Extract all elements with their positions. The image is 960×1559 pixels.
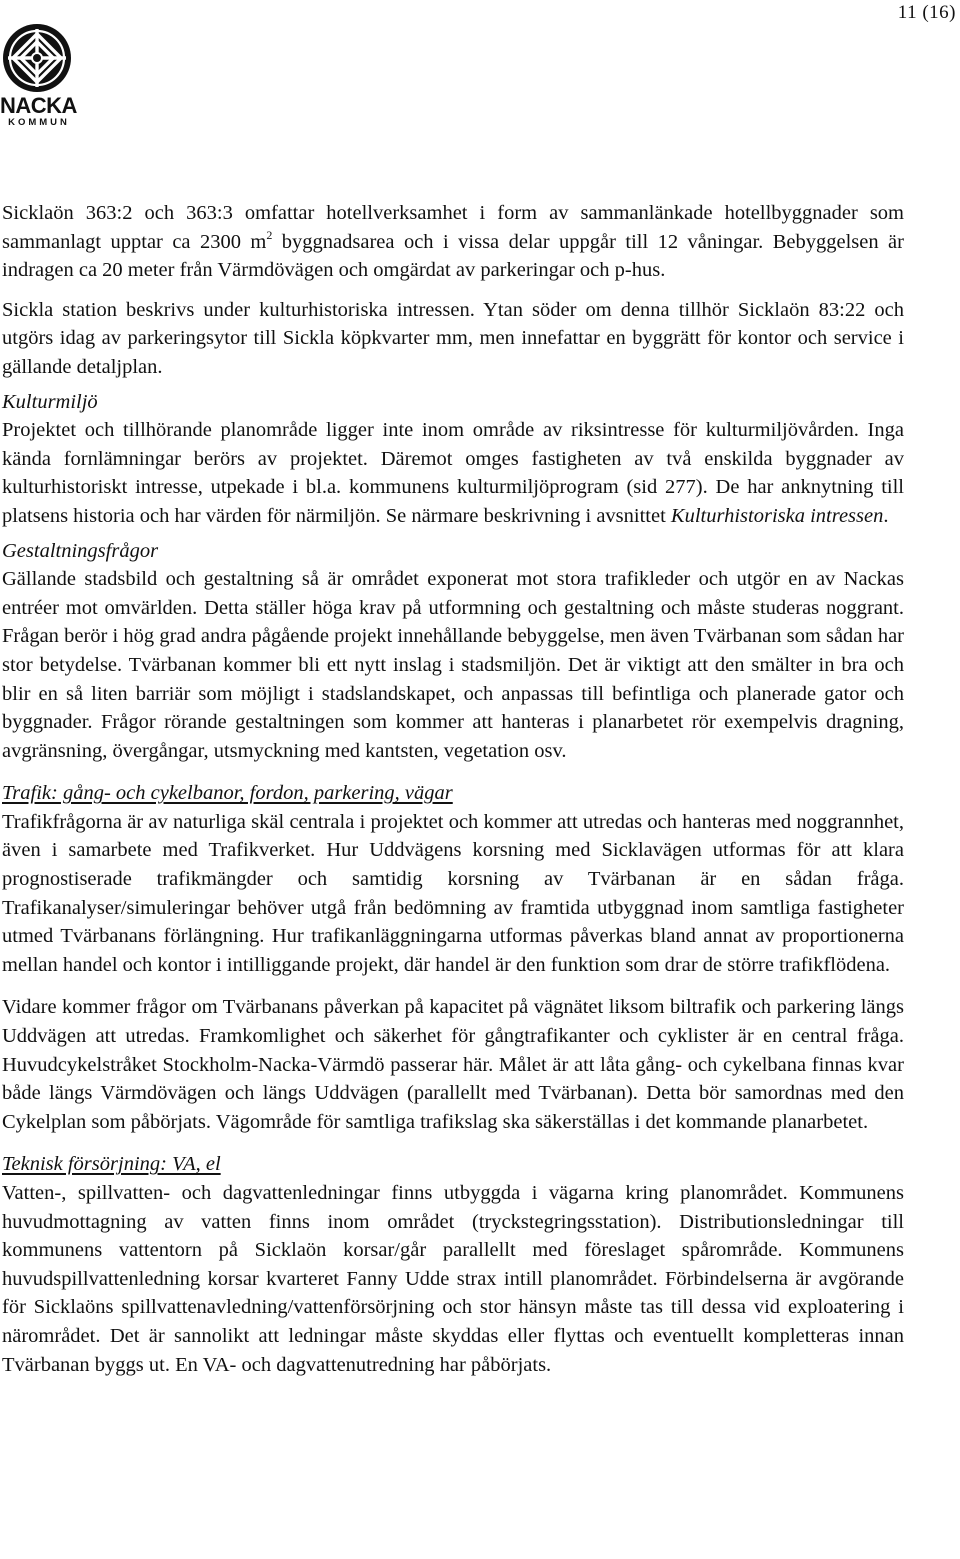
page-number: 11 (16) xyxy=(897,2,956,23)
logo-subtitle: KOMMUN xyxy=(8,117,70,128)
teknisk-paragraph: Vatten-, spillvatten- och dagvattenledningar finns utbyggda i vägarna kring planområdet. Kommunens huvudmottagning av vatten finns inom området (tryckstegringsstation). Distributionsledningar till kommunens vattentorn på Sicklaön korsar/går parallellt med föreslaget spårområde. Kommunens huvudspillvattenledning korsar kvarteret Fanny Udde strax intill planområdet. Förbindelserna är avgörande för Sicklaöns spillvattenavledning/vattenförsörjning och stor hänsyn måste tas till dessa vid exploatering i närområdet. Det är sannolikt att ledningar måste skyddas eller flyttas och eventuellt kompletteras innan Tvärbanan byggs ut. En VA- och dagvattenutredning har påbörjats. xyxy=(2,1182,904,1376)
intro-paragraph-1: Sicklaön 363:2 och 363:3 omfattar hotellverksamhet i form av sammanlänkade hotellbyggnader som sammanlagt upptar ca 2300 $m^2$ byggnadsarea och i vissa delar uppgår till 12 våningar. Bebyggelsen är indragen ca 20 meter från Värmdövägen och omgärdat av parkeringar och p-hus. xyxy=(2,202,904,282)
logo-wordmark: NACKA xyxy=(0,93,77,118)
intro-paragraph-2: Sickla station beskrivs under kulturhistoriska intressen. Ytan söder om denna tillhör Sicklaön 83:22 och utgörs idag av parkeringsytor till Sickla köpkvarter mm, men innefattar en byggrätt för kontor och service i gällande detaljplan. xyxy=(2,298,904,378)
gestaltning-paragraph: Gällande stadsbild och gestaltning så är området exponerat mot stora trafikleder och utgör en av Nackas entréer mot omvärlden. Detta ställer höga krav på utformning och gestaltning och måste studeras noggrant. Frågan berör i hög grad andra pågående projekt innehållande bebyggelse, men även Tvärbanan som sådan har stor betydelse. Tvärbanan kommer bli ett nytt inslag i stadsmiljön. Det är viktigt att den smälter in bra och blir en så liten barriär som möjligt i stadslandskapet, och anpassas till befintliga och planerade gator och byggnader. Frågor rörande gestaltningen som kommer att hanteras i planarbetet rör exempelvis dragning, avgränsning, övergångar, utsmyckning med kantsten, vegetation osv. xyxy=(2,568,904,762)
heading-gestaltningsfragor: Gestaltningsfrågor xyxy=(2,539,159,562)
document-body xyxy=(2,199,904,1379)
nacka-emblem-icon xyxy=(0,22,80,94)
heading-kulturmiljo: Kulturmiljö xyxy=(2,390,98,413)
kulturmiljo-paragraph: Projektet och tillhörande planområde ligger inte inom område av riksintresse för kulturmiljövården. Inga kända fornlämningar berörs av projektet. Däremot omges fastigheten av två enskilda byggnader av kulturhistoriskt intresse, utpekade i bl.a. kommunens kulturmiljöprogram (sid 277). De har anknytning till platsens historia och har värden för närmiljön. Se närmare beskrivning i avsnittet Kulturhistoriska intressen. xyxy=(2,419,904,527)
trafik-paragraph-2: Vidare kommer frågor om Tvärbanans påverkan på kapacitet på vägnätet liksom biltrafik och parkering längs Uddvägen att utredas. Framkomlighet och säkerhet för gångtrafikanter och cyklister är en central fråga. Huvudcykelstråket Stockholm-Nacka-Värmdö passerar här. Målet är att låta gång- och cykelbana finnas kvar både längs Värmdövägen och längs Uddvägen (parallellt med Tvärbanan). Detta bör samordnas med den Cykelplan som påbörjats. Vägområde för samtliga trafikslag ska säkerställas i det kommande planarbetet. xyxy=(2,996,904,1133)
heading-trafik: Trafik: gång- och cykelbanor, fordon, parkering, vägar xyxy=(2,782,453,805)
trafik-paragraph-1: Trafikfrågorna är av naturliga skäl centrala i projektet och kommer att utredas och hanteras med noggrannhet, även i samarbete med Trafikverket. Hur Uddvägens korsning med Sicklavägen utformas för att klara prognostiserade trafikmängder och samtidig korsning av Tvärbanan är en sådan fråga. Trafikanalyser/simuleringar behöver utgå från bedömning av framtida utbyggnad inom samtliga fastigheter utmed Tvärbanans förlängning. Hur trafikanläggningarna utformas påverkas bland annat av proportionerna mellan handel och kontor i intilliggande projekt, där handel är den funktion som drar de större trafikflödena. xyxy=(2,810,904,976)
heading-teknisk-forsorjning: Teknisk försörjning: VA, el xyxy=(2,1153,221,1176)
nacka-kommun-logo xyxy=(0,22,80,128)
